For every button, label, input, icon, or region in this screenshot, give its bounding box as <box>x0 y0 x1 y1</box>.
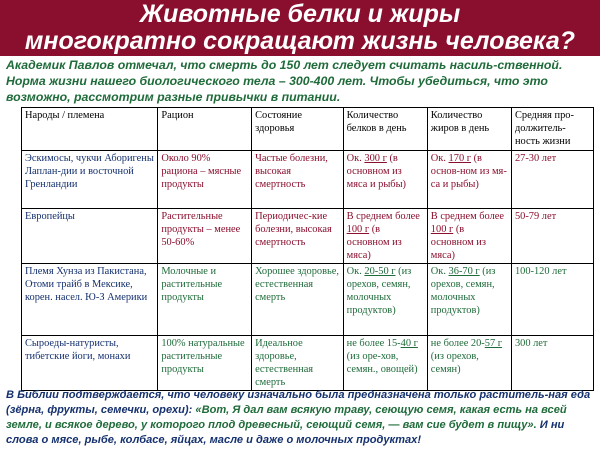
cell-protein <box>343 336 427 391</box>
footer-lead: В Библии подтверждается, что человеку изначально была предназначена только раститель-ная еда (зёрна, фрукты, семечки, орехи): <box>6 389 591 416</box>
fat-amount: 57 г <box>484 338 503 349</box>
fat-suffix: (в основ-ном из мя-са и рыбы) <box>430 153 507 190</box>
cell-people: Племя Хунза из Пакистана, Отоми трайб в Мексике, корен. насел. Ю-З Америки <box>22 264 158 336</box>
cell-people: Сыроеды-натуристы, тибетские йоги, монахи <box>22 336 158 391</box>
fat-prefix: В среднем более <box>430 211 504 222</box>
header-diet: Рацион <box>158 108 252 151</box>
protein-prefix: Ок. <box>346 153 365 164</box>
bible-quote: «Вот, Я дал вам всякую траву, сеющую семя, какая есть на всей земле, и всякое дерево, у которого плод древесный, сеющий семя, — вам сие будет в пищу». <box>6 404 567 431</box>
protein-prefix: не более 15- <box>346 338 401 349</box>
protein-amount: 20-50 г <box>364 266 396 277</box>
header-fat: Количество жиров в день <box>427 108 511 151</box>
cell-protein <box>343 151 427 209</box>
table-header-row <box>22 108 594 151</box>
title-line-2: многократно сокращают жизнь человека? <box>24 27 576 55</box>
protein-suffix: (из орехов, семян, молочных продуктов) <box>346 266 412 316</box>
cell-health: Хорошее здоровье, естественная смерть <box>252 264 344 336</box>
table-row <box>22 209 594 264</box>
table-row <box>22 264 594 336</box>
cell-people: Эскимосы, чукчи Аборигены Лаплан-дии и восточной Гренландии <box>22 151 158 209</box>
protein-suffix: (в основном из мяса и рыбы) <box>346 153 407 190</box>
header-peoples: Народы / племена <box>22 108 158 151</box>
footer-tail: И ни слова о мясе, рыбе, колбасе, яйцах, масле и даже о молочных продуктах! <box>6 419 565 446</box>
fat-prefix: не более 20- <box>430 338 485 349</box>
header-health: Состояние здоровья <box>252 108 344 151</box>
cell-diet: Растительные продукты – менее 50-60% <box>158 209 252 264</box>
cell-fat <box>427 151 511 209</box>
nutrition-table <box>21 107 594 391</box>
protein-prefix: Ок. <box>346 266 365 277</box>
cell-lifespan: 300 лет <box>511 336 593 391</box>
cell-diet: Около 90% рациона – мясные продукты <box>158 151 252 209</box>
cell-health: Периодичес-кие болезни, высокая смертность <box>252 209 344 264</box>
cell-diet: 100% натуральные растительные продукты <box>158 336 252 391</box>
cell-health: Идеальное здоровье, естественная смерть <box>252 336 344 391</box>
title-line-1: Животные белки и жиры <box>139 0 461 28</box>
fat-suffix: (в основном из мяса) <box>430 224 486 261</box>
intro-paragraph: Академик Павлов отмечал, что смерть до 150 лет следует считать насиль-ственной. Норма жизни нашего биологического тела – 300-400 лет. Чтобы убедиться, что это возможно, рассмотрим разные привычки в питании. <box>6 58 563 104</box>
cell-lifespan: 27-30 лет <box>511 151 593 209</box>
fat-suffix: (из орехов, семян) <box>430 351 479 375</box>
table-row <box>22 151 594 209</box>
cell-lifespan: 50-79 лет <box>511 209 593 264</box>
protein-suffix: (из оре-хов, семян., овощей) <box>346 351 418 375</box>
protein-amount: 300 г <box>364 153 387 164</box>
fat-amount: 36-70 г <box>448 266 480 277</box>
cell-protein <box>343 264 427 336</box>
header-lifespan: Средняя про-должитель-ность жизни <box>511 108 593 151</box>
fat-suffix: (из орехов, семян, молочных продуктов) <box>430 266 496 316</box>
protein-amount: 100 г <box>346 224 370 235</box>
fat-amount: 170 г <box>448 153 471 164</box>
cell-people: Европейцы <box>22 209 158 264</box>
cell-fat <box>427 209 511 264</box>
cell-protein <box>343 209 427 264</box>
fat-amount: 100 г <box>430 224 454 235</box>
title-banner <box>0 0 600 56</box>
cell-health: Частые болезни, высокая смертность <box>252 151 344 209</box>
fat-prefix: Ок. <box>430 153 449 164</box>
protein-amount: 40 г <box>400 338 418 349</box>
fat-prefix: Ок. <box>430 266 449 277</box>
cell-fat <box>427 264 511 336</box>
footer-paragraph <box>6 388 598 448</box>
protein-suffix: (в основном из мяса) <box>346 224 402 261</box>
table-row <box>22 336 594 391</box>
protein-prefix: В среднем более <box>346 211 420 222</box>
header-protein: Количество белков в день <box>343 108 427 151</box>
cell-lifespan: 100-120 лет <box>511 264 593 336</box>
cell-diet: Молочные и растительные продукты <box>158 264 252 336</box>
cell-fat <box>427 336 511 391</box>
